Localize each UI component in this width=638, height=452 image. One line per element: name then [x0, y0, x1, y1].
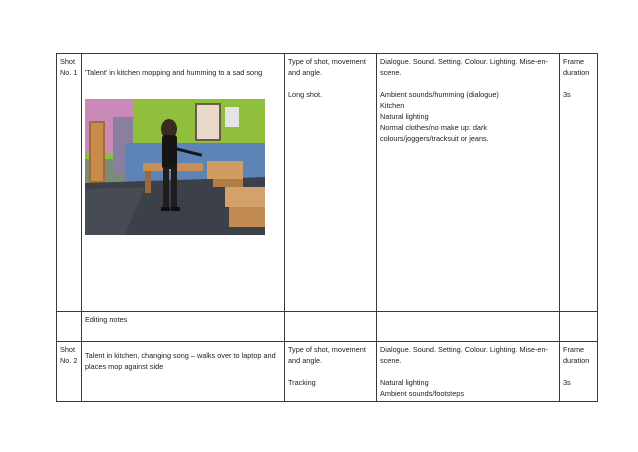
shot-description-cell [82, 54, 285, 312]
dialogue-line: Kitchen [380, 101, 405, 110]
shot-type-header: Type of shot, movement and angle. [288, 345, 366, 365]
shot-label: Shot [60, 345, 76, 354]
dialogue-line: Natural lighting [380, 112, 429, 121]
frame-duration-cell [560, 54, 598, 312]
shot-number-cell [57, 54, 82, 312]
editing-notes-label: Editing notes [85, 315, 128, 324]
shot-frame-image [85, 99, 265, 235]
editing-notes-empty [285, 312, 377, 342]
shot-description: Talent in kitchen, changing song – walks over to laptop and places mop against side [85, 351, 276, 371]
editing-notes-cell [82, 312, 285, 342]
shot-type-header: Type of shot, movement and angle. [288, 57, 366, 77]
kitchen-scene-illustration [85, 99, 265, 235]
shot-description: 'Talent' in kitchen mopping and humming to a sad song [85, 68, 263, 77]
shot-number-cell [57, 342, 82, 402]
editing-notes-empty [560, 312, 598, 342]
shot-type-cell [285, 54, 377, 312]
shot-type-value: Tracking [288, 378, 316, 387]
dialogue-line: Normal clothes/no make up: dark colours/joggers/tracksuit or jeans. [380, 123, 489, 143]
frame-duration-cell [560, 342, 598, 402]
dialogue-header: Dialogue. Sound. Setting. Colour. Lighting. Mise-en-scene. [380, 345, 548, 365]
dialogue-line: Ambient sounds/humming (dialogue) [380, 90, 499, 99]
frame-duration-value: 3s [563, 378, 571, 387]
dialogue-header: Dialogue. Sound. Setting. Colour. Lighting. Mise-en-scene. [380, 57, 548, 77]
shot-description-cell [82, 342, 285, 402]
shot-label: Shot [60, 57, 76, 66]
storyboard-table [56, 53, 598, 402]
shot-row-2 [57, 342, 598, 402]
frame-duration-header: Frame duration [563, 345, 590, 365]
shot-type-cell [285, 342, 377, 402]
dialogue-line: Natural lighting [380, 378, 429, 387]
dialogue-cell [377, 342, 560, 402]
dialogue-line: Ambient sounds/footsteps [380, 389, 464, 398]
editing-notes-empty [377, 312, 560, 342]
shot-number: No. 1 [60, 68, 78, 77]
shot-row-1 [57, 54, 598, 312]
frame-duration-header: Frame duration [563, 57, 590, 77]
dialogue-cell [377, 54, 560, 312]
editing-notes-row [57, 312, 598, 342]
shot-number: No. 2 [60, 356, 78, 365]
shot-type-value: Long shot. [288, 90, 323, 99]
editing-notes-spacer [57, 312, 82, 342]
frame-duration-value: 3s [563, 90, 571, 99]
